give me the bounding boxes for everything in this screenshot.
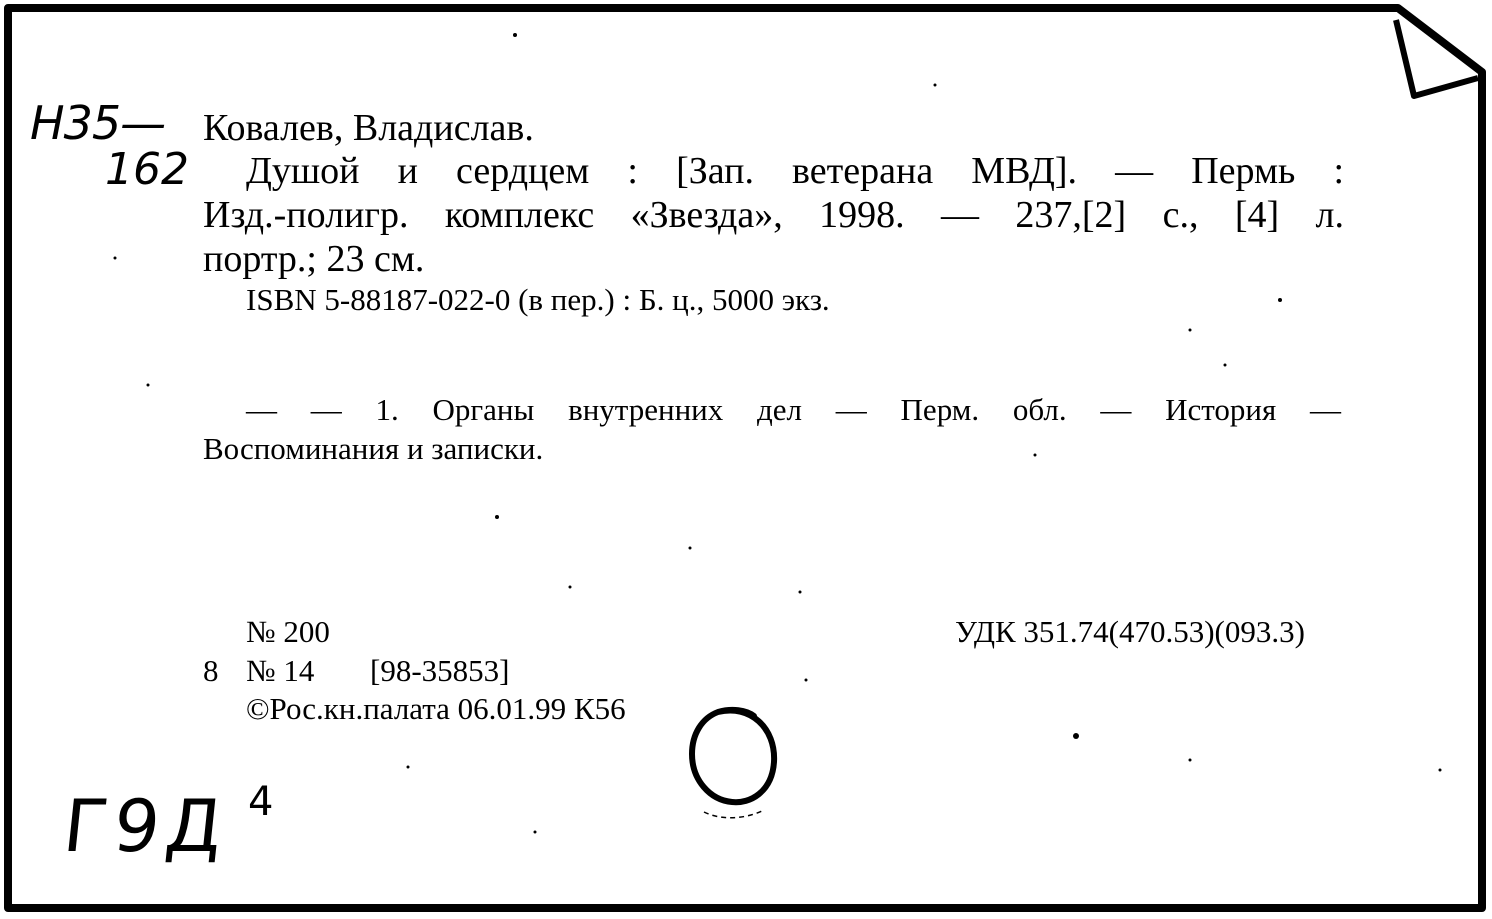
handwritten-call-number-line2: 162 bbox=[105, 144, 189, 195]
title-line-1 bbox=[246, 152, 1344, 190]
circle-mark bbox=[680, 700, 790, 830]
subject-line-2: Воспоминания и записки. bbox=[203, 431, 544, 466]
prefix-8: 8 bbox=[203, 653, 219, 688]
udc-code: УДК 351.74(470.53)(093.3) bbox=[955, 614, 1305, 649]
title-line-3: портр.; 23 см. bbox=[203, 238, 425, 280]
number-14: № 14 bbox=[246, 653, 315, 688]
title-line-1-text: Душой и сердцем : [Зап. ветерана МВД]. — Пермь : bbox=[246, 150, 1344, 192]
handwritten-call-number-line1: Н35— bbox=[30, 96, 166, 150]
subject-line-1-text: — — 1. Органы внутренних дел — Перм. обл. — История — bbox=[246, 392, 1341, 427]
author-heading: Ковалев, Владислав. bbox=[203, 107, 534, 149]
handwritten-shelf-code-superscript: 4 bbox=[248, 779, 274, 825]
isbn-line: ISBN 5-88187-022-0 (в пер.) : Б. ц., 5000 экз. bbox=[246, 282, 830, 317]
handwritten-shelf-code: Г9Д bbox=[59, 784, 233, 868]
registry-number: [98-35853] bbox=[370, 653, 510, 688]
number-200: № 200 bbox=[246, 614, 330, 649]
title-line-2 bbox=[203, 196, 1344, 234]
copyright-line: ©Рос.кн.палата 06.01.99 К56 bbox=[246, 691, 626, 726]
title-line-2-text: Изд.-полигр. комплекс «Звезда», 1998. — 237,[2] с., [4] л. bbox=[203, 194, 1344, 236]
subject-line-1 bbox=[246, 394, 1341, 425]
